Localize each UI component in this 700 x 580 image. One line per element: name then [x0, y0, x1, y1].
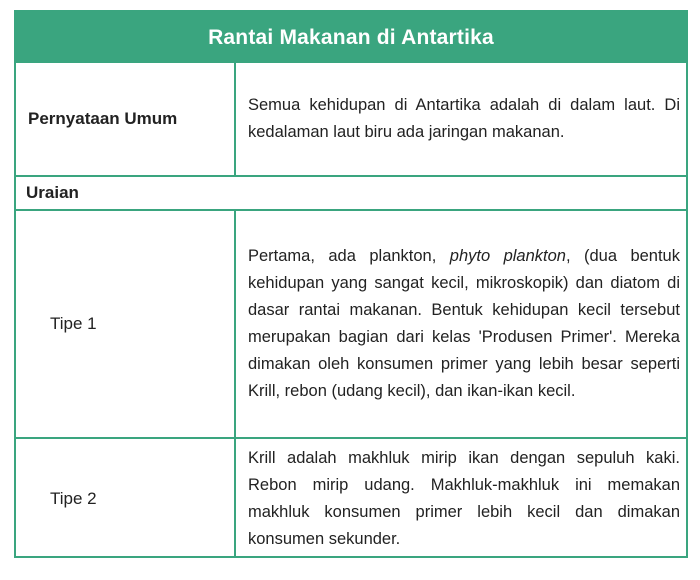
tipe-2-label: Tipe 2 — [50, 488, 97, 508]
table-title-bar — [16, 12, 686, 63]
table-row-tipe-1 — [16, 209, 686, 437]
table-row-uraian — [16, 175, 686, 209]
table-row-general-statement — [16, 63, 686, 175]
general-statement-text: Semua kehidupan di Antartika adalah di dalam laut. Di kedalaman laut biru ada jaringan makanan. — [248, 96, 680, 141]
tipe-1-label-cell — [16, 211, 236, 437]
general-statement-label-cell — [16, 63, 236, 175]
food-chain-table — [14, 10, 688, 558]
general-statement-label: Pernyataan Umum — [28, 109, 178, 128]
tipe-2-text-cell — [236, 439, 686, 558]
tipe-1-text — [248, 243, 680, 405]
general-statement-text-cell — [236, 63, 686, 175]
tipe-2-text: Krill adalah makhluk mirip ikan dengan sepuluh kaki. Rebon mirip udang. Makhluk-makhluk ini memakan makhluk konsumen primer lebih kecil dan dimakan konsumen sekunder. — [248, 448, 680, 548]
tipe-1-text-cell — [236, 211, 686, 437]
tipe-2-label-cell — [16, 439, 236, 558]
table-title: Rantai Makanan di Antartika — [208, 25, 494, 49]
tipe-1-text-part-a: Pertama, ada plankton, — [248, 247, 450, 265]
tipe-1-text-italic: phyto plankton — [449, 247, 566, 265]
tipe-1-text-part-b: , (dua bentuk kehidupan yang sangat kecil, mikroskopik) dan diatom di dasar rantai makanan. Bentuk kehidupan kecil tersebut merupakan bagian dari kelas 'Produsen Primer'. Mereka dimakan oleh konsumen primer yang lebih besar seperti Krill, rebon (udang kecil), dan ikan-ikan kecil. — [248, 247, 680, 400]
uraian-label: Uraian — [26, 183, 79, 202]
tipe-1-label: Tipe 1 — [50, 314, 97, 333]
table-row-tipe-2 — [16, 437, 686, 558]
